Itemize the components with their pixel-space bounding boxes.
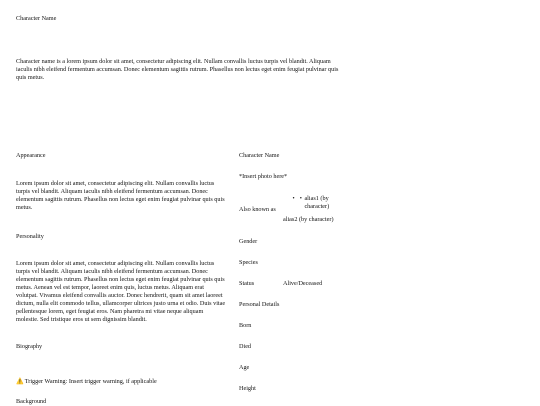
intro-paragraph: Character name is a lorem ipsum dolor sit amet, consectetur adipiscing elit. Nullam convallis luctus turpis vel blandit. Aliquam iaculis nibh eleifend fermentum accumsan. Donec elementum sagittis rutrum. Phasellus non lectus eget enim feugiat pulvinar quis quis metus. — [16, 58, 339, 82]
infobox-name: Character Name — [239, 152, 280, 159]
list-item — [290, 195, 350, 211]
page-title: Character Name — [16, 15, 57, 22]
gender-label: Gender — [239, 238, 258, 245]
age-label: Age — [239, 364, 250, 371]
background-heading: Background — [16, 398, 47, 405]
also-known-as-label: Also known as — [239, 206, 276, 213]
biography-heading: Biography — [16, 343, 43, 350]
height-label: Height — [239, 385, 256, 392]
appearance-text: Lorem ipsum dolor sit amet, consectetur adipiscing elit. Nullam convallis luctus turpis vel blandit. Aliquam iaculis nibh eleifend fermentum accumsan. Donec elementum sagittis rutrum. Phasellus non lectus eget enim feugiat pulvinar quis quis metus. — [16, 180, 225, 212]
trigger-warning — [16, 378, 226, 386]
appearance-heading: Appearance — [16, 152, 46, 159]
alias-text: alias2 (by character) — [283, 216, 334, 223]
trigger-warning-text: Trigger Warning: Insert trigger warning, if applicable — [24, 378, 157, 385]
born-label: Born — [239, 322, 252, 329]
warning-icon: ⚠️ — [16, 378, 24, 385]
died-label: Died — [239, 343, 252, 350]
status-label: Status — [239, 280, 255, 287]
species-label: Species — [239, 259, 258, 266]
personality-text: Lorem ipsum dolor sit amet, consectetur adipiscing elit. Nullam convallis luctus turpis vel blandit. Aliquam iaculis nibh eleifend fermentum accumsan. Donec elementum sagittis rutrum. Phasellus non lectus eget enim feugiat pulvinar quis quis metus. Aenean vel est tempor, laoreet enim quis, luctus metus. Aliquam erat volutpat. Vivamus eleifend convallis auctor. Donec hendrerit, quam sit amet laoreet dictum, nulla elit commodo tellus, ullamcorper ultrices justo urna et odio. Duis vitae pellentesque lorem, eget feugiat eros. Nam pharetra mi vitae neque aliquam molestie. Sed tristique eros ut sem dignissim blandit. — [16, 260, 226, 324]
infobox-photo-placeholder: *Insert photo here* — [239, 173, 288, 180]
personal-details-heading: Personal Details — [239, 301, 280, 308]
bullet-icon: • — [299, 195, 302, 202]
bullet-icon: • — [292, 195, 295, 202]
alias-text: alias1 (by character) — [304, 195, 330, 211]
personality-heading: Personality — [16, 233, 44, 240]
alias-list — [290, 195, 350, 211]
status-value: Alive/Deceased — [283, 280, 323, 287]
